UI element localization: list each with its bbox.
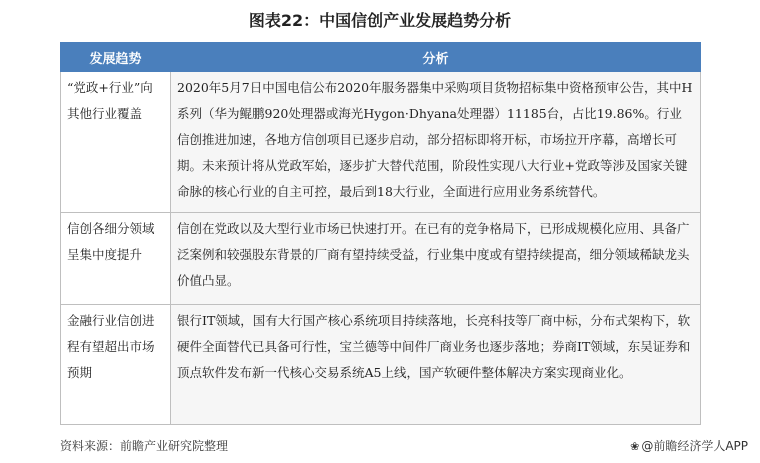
trend-cell: 金融行业信创进程有望超出市场预期: [61, 305, 171, 425]
page-title: 图表22：中国信创产业发展趋势分析: [248, 11, 512, 30]
header-trend: 发展趋势: [61, 43, 171, 72]
trend-cell: 信创各细分领域呈集中度提升: [61, 213, 171, 305]
source-note: 资料来源：前瞻产业研究院整理: [60, 439, 229, 453]
brand-note: [630, 437, 748, 454]
brand-label: @前瞻经济学人APP: [641, 439, 748, 453]
header-analysis: 分析: [171, 43, 701, 72]
trend-analysis-table: [60, 42, 701, 425]
trend-cell: “党政+行业”向其他行业覆盖: [61, 72, 171, 213]
analysis-cell: 银行IT领域，国有大行国产核心系统项目持续落地，长亮科技等厂商中标，分布式架构下，软硬件全面替代已具备可行性，宝兰德等中间件厂商业务也逐步落地；券商IT领域，东吴证券和顶点软件发布新一代核心交易系统A5上线，国产软硬件整体解决方案实现商业化。: [171, 305, 701, 425]
table-row: [61, 213, 701, 305]
paw-icon: ❀: [630, 440, 640, 453]
table-row: [61, 72, 701, 213]
table-row: [61, 305, 701, 425]
analysis-cell: 2020年5月7日中国电信公布2020年服务器集中采购项目货物招标集中资格预审公告，其中H系列（华为鲲鹏920处理器或海光Hygon·Dhyana处理器）11185台，占比19.86%。行业信创推进加速，各地方信创项目已逐步启动，部分招标即将开标，市场拉开序幕，高增长可期。未来预计将从党政军始，逐步扩大替代范围，阶段性实现八大行业+党政等涉及国家关键命脉的核心行业的自主可控，最后到18大行业，全面进行应用业务系统替代。: [171, 72, 701, 213]
table-header-row: [61, 43, 701, 72]
analysis-cell: 信创在党政以及大型行业市场已快速打开。在已有的竞争格局下，已形成规模化应用、具备广泛案例和较强股东背景的厂商有望持续受益，行业集中度或有望持续提高，细分领域稀缺龙头价值凸显。: [171, 213, 701, 305]
